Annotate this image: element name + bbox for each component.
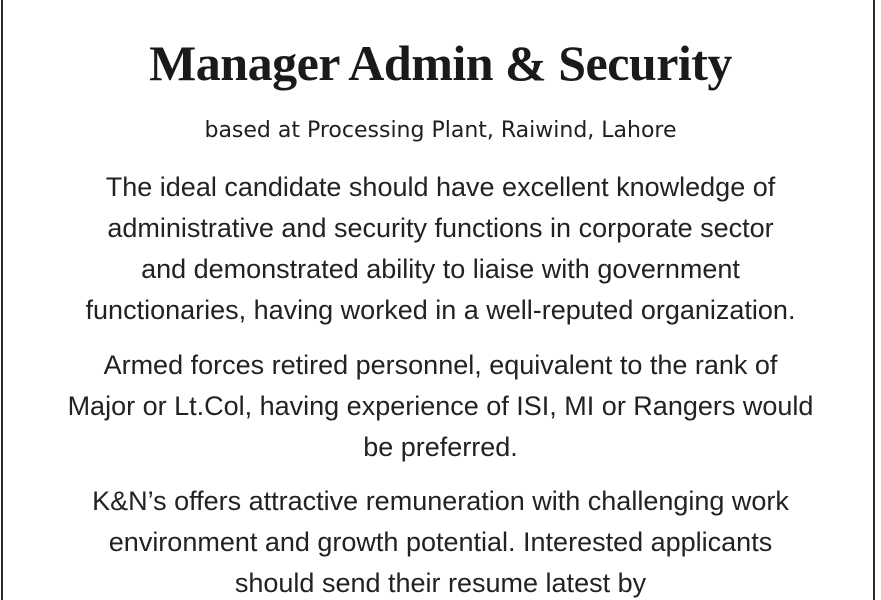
paragraph-line: K&N’s offers attractive remuneration with challenging work — [92, 486, 789, 516]
job-title: Manager Admin & Security — [149, 35, 732, 91]
preference-paragraph — [30, 345, 851, 468]
job-location: based at Processing Plant, Raiwind, Lahore — [204, 118, 677, 143]
requirements-paragraph — [30, 167, 851, 331]
paragraph-line: Major or Lt.Col, having experience of ISI, MI or Rangers would — [67, 391, 814, 421]
paragraph-line: and demonstrated ability to liaise with government — [141, 254, 740, 284]
paragraph-line: should send their resume latest by — [234, 568, 647, 598]
paragraph-line: The ideal candidate should have excellent knowledge of — [105, 172, 776, 202]
offer-paragraph — [30, 481, 851, 600]
paragraph-line: be preferred. — [363, 432, 518, 462]
paragraph-line: environment and growth potential. Interested applicants — [108, 527, 773, 557]
paragraph-line: Armed forces retired personnel, equivalent to the rank of — [103, 350, 778, 380]
paragraph-line: administrative and security functions in corporate sector — [107, 213, 774, 243]
paragraph-line: functionaries, having worked in a well-reputed organization. — [85, 295, 796, 325]
